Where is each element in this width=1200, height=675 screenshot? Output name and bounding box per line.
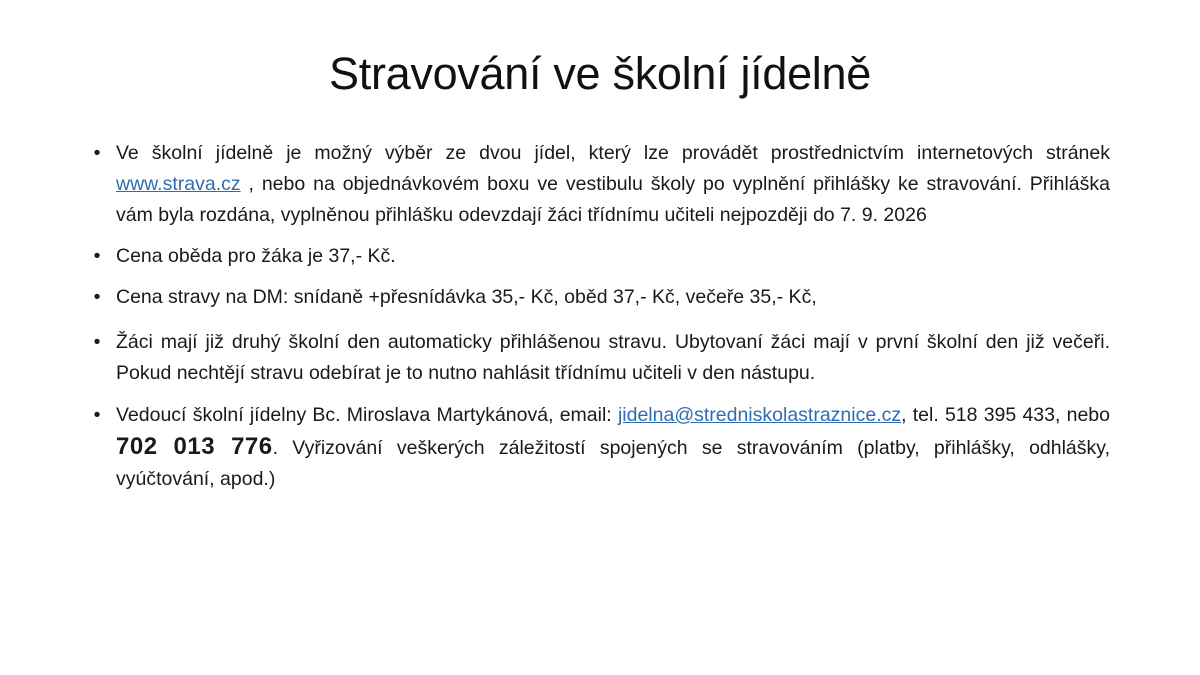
auto-registration-text: Žáci mají již druhý školní den automaticky přihlášenou stravu. Ubytovaní žáci mají v první školní den již večeři. Pokud nechtějí stravu odebírat je to nutno nahlásit třídnímu učiteli v den nástupu. <box>116 331 1110 384</box>
bullet-item-auto-registration <box>90 327 1110 389</box>
dorm-prices-text: Cena stravy na DM: snídaně +přesnídávka 35,- Kč, oběd 37,- Kč, večeře 35,- Kč, <box>116 286 817 308</box>
bullet-icon: • <box>93 245 101 267</box>
slide-content <box>90 138 1110 495</box>
contact-text-c: . Vyřizování veškerých záležitostí spojených se stravováním (platby, přihlášky, odhlášky, vyúčtování, apod.) <box>116 437 1110 490</box>
bullet-icon: • <box>93 404 101 426</box>
meal-choice-text-b: , nebo na objednávkovém boxu ve vestibulu školy po vyplnění přihlášky ke stravování. Přihláška vám byla rozdána, vyplněnou přihlášku odevzdají žáci třídnímu učiteli nejpozději do 7. 9. 2026 <box>116 173 1110 226</box>
bullet-item-dorm-prices <box>90 282 1110 313</box>
bullet-icon: • <box>93 331 101 353</box>
bullet-list <box>90 138 1110 495</box>
slide-title: Stravování ve školní jídelně <box>329 48 871 99</box>
contact-text-b: , tel. 518 395 433, nebo <box>901 404 1110 426</box>
bullet-icon: • <box>93 142 101 164</box>
bullet-item-meal-choice <box>90 138 1110 231</box>
email-link[interactable]: jidelna@stredniskolastraznice.cz <box>617 404 902 426</box>
strava-link[interactable]: www.strava.cz <box>116 173 241 195</box>
bullet-item-lunch-price <box>90 241 1110 272</box>
bullet-item-contact <box>90 400 1110 495</box>
meal-choice-text-a: Ve školní jídelně je možný výběr ze dvou jídel, který lze provádět prostřednictvím internetových stránek <box>116 142 1110 164</box>
contact-text-a: Vedoucí školní jídelny Bc. Miroslava Martykánová, email: <box>116 404 618 426</box>
bullet-icon: • <box>93 286 101 308</box>
mobile-phone-number: 702 013 776 <box>116 433 273 460</box>
lunch-price-text: Cena oběda pro žáka je 37,- Kč. <box>116 245 396 267</box>
